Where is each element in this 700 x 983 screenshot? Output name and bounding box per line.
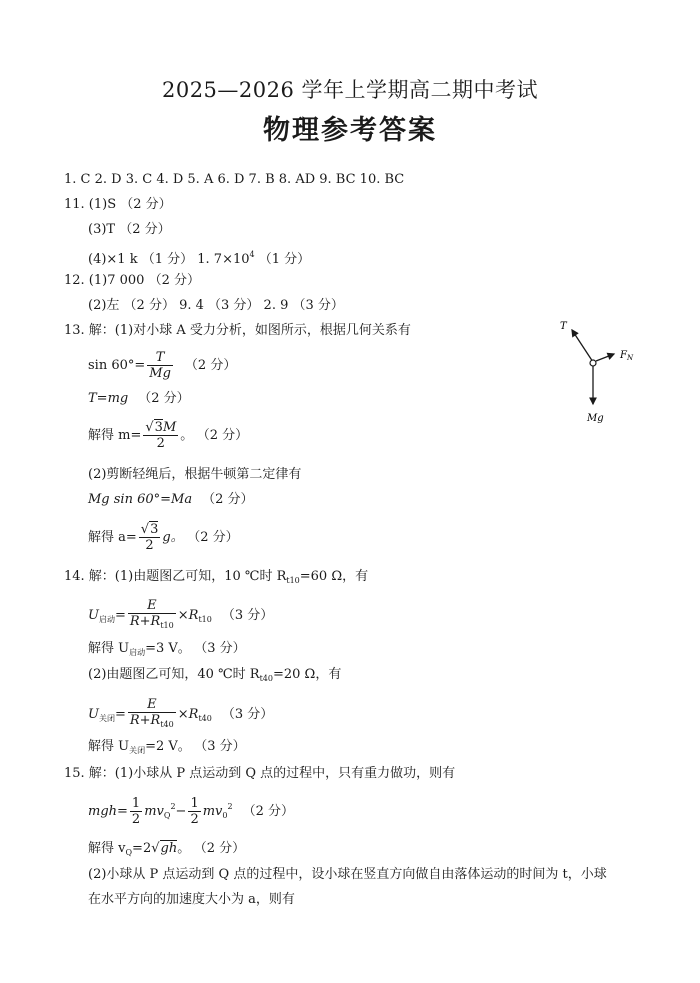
q13-line-5: (2)剪断轻绳后，根据牛顿第二定律有 (88, 467, 302, 482)
q13-eq3-num (143, 420, 178, 436)
q14-eq1-den (128, 614, 176, 633)
q15-eq1-score: （2 分） (242, 804, 294, 819)
q14-eq3-den-sub: t40 (160, 720, 174, 729)
q13-eq3-end: 。 (180, 428, 194, 443)
q14-eq4-score: （3 分） (200, 739, 246, 754)
q15-eq1-left: mgh= (88, 804, 128, 819)
q14-l1-sub: t10 (286, 576, 300, 585)
q14-eq1-usub: 启动 (98, 615, 115, 624)
q14-l1-main: 14. 解：(1)由题图乙可知，10 ℃时 R (64, 569, 287, 584)
q14-line-4 (88, 666, 341, 688)
q14-eq4-tail: =2 V。 (145, 739, 191, 754)
q13-eq3-left: 解得 m= (88, 428, 142, 443)
sqrt-icon: √ (145, 420, 154, 435)
q13-eq1-fraction (147, 350, 173, 381)
sqrt-icon: √ (140, 522, 150, 537)
q14-eq3-equals: = (114, 707, 126, 722)
exam-title: 2025—2026 学年上学期高二期中考试 (161, 78, 539, 102)
fn-main: F (620, 350, 627, 361)
q14-l4-tail: =20 Ω，有 (272, 667, 342, 682)
subject-title: 物理参考答案 (263, 115, 437, 146)
q15-eq1-sup1: 2 (170, 802, 176, 811)
q14-eq3-fraction (128, 697, 176, 732)
q14-eq2-sub: 启动 (129, 648, 146, 657)
q11-exponent: 4 (249, 250, 255, 259)
q13-eq5-left: 解得 a= (88, 530, 137, 545)
q13-eq3-fraction (143, 420, 178, 451)
q14-eq1-score: （3 分） (221, 608, 274, 623)
q14-l4-main: (2)由题图乙可知，40 ℃时 R (88, 667, 260, 682)
q15-eq1-f1-num: 1 (131, 796, 141, 811)
tension-label: T (560, 321, 567, 332)
q11-line-1: 11. (1)S （2 分） (64, 197, 172, 212)
tension-arrow (572, 330, 593, 362)
q14-eq2-tail: =3 V。 (145, 641, 191, 656)
q13-eq2: T=mg (88, 391, 129, 406)
q15-eq1-mid1: mv (144, 804, 164, 819)
normal-force-label (619, 350, 634, 362)
q14-eq1-u: U (88, 608, 99, 623)
q15-line-5: 在水平方向的加速度大小为 a，则有 (88, 892, 295, 907)
q15-eq1-sub1: Q (163, 811, 171, 820)
q15-eq1-frac2 (188, 796, 200, 827)
q15-eq-1 (88, 796, 294, 827)
gravity-label: Mg (587, 413, 604, 424)
q13-eq5-tail: g。 (162, 530, 184, 545)
q15-eq1-mid2: mv (202, 804, 223, 819)
force-diagram (558, 318, 638, 428)
q13-eq1-score: （2 分） (184, 358, 237, 373)
q12-line-1: 12. (1)7 000 （2 分） (64, 273, 200, 288)
normal-force-arrow (596, 354, 614, 361)
q13-eq1-den: Mg (149, 366, 171, 381)
q15-eq2-left: 解得 v (88, 841, 126, 856)
q15-eq1-f1-den: 2 (131, 812, 141, 827)
q15-eq2-score: （2 分） (200, 841, 246, 856)
sqrt-icon: √ (151, 841, 160, 856)
q13-eq3-num-tail: M (162, 420, 177, 435)
q15-eq1-sup2: 2 (227, 802, 233, 811)
q14-l1-tail: =60 Ω，有 (299, 569, 369, 584)
q15-eq2-radicand: gh (160, 841, 178, 856)
q15-eq1-f2-num: 1 (190, 796, 199, 811)
q15-line-4: (2)小球从 P 点运动到 Q 点的过程中，设小球在竖直方向做自由落体运动的时间为 t，小球 (88, 867, 607, 882)
q13-eq-4 (88, 491, 254, 509)
force-diagram-svg (558, 318, 638, 428)
q13-eq1-num: T (147, 350, 173, 366)
q14-eq2-left: 解得 U (88, 641, 130, 656)
q14-eq1-equals: = (114, 608, 126, 623)
q13-eq1-left: sin 60°= (88, 358, 146, 373)
q13-eq3-radicand: 3 (154, 420, 163, 435)
q14-eq3-den (128, 713, 176, 732)
q11-line-2: (3)T （2 分） (88, 222, 171, 237)
q11-line-3 (88, 246, 310, 269)
q14-eq-4 (88, 738, 246, 760)
q13-eq5-radicand: 3 (150, 522, 159, 537)
q14-eq3-mul: ×R (177, 707, 199, 722)
q14-eq3-num: E (128, 697, 176, 713)
q14-eq1-mul: ×R (177, 608, 199, 623)
q15-eq2-sub: Q (125, 848, 133, 857)
q13-eq-5 (88, 522, 239, 553)
q13-eq-2 (88, 390, 190, 408)
q13-eq4-score: （2 分） (202, 492, 254, 507)
q15-line-1: 15. 解：(1)小球从 P 点运动到 Q 点的过程中，只有重力做功，则有 (64, 766, 456, 781)
q15-eq2-end: 。 (177, 841, 191, 856)
q13-eq2-score: （2 分） (138, 391, 190, 406)
q14-line-1 (64, 568, 368, 590)
q13-eq5-num (139, 522, 161, 538)
q14-eq3-score: （3 分） (221, 707, 274, 722)
q15-eq1-sub2: 0 (222, 811, 228, 820)
q13-eq3-score: （2 分） (203, 428, 249, 443)
q14-eq1-den-sub: t10 (160, 621, 174, 630)
q14-eq3-usub: 关闭 (98, 714, 115, 723)
choice-answers: 1. C 2. D 3. C 4. D 5. A 6. D 7. B 8. AD 9. BC 10. BC (64, 172, 405, 187)
q13-eq3-den: 2 (156, 436, 165, 451)
q14-eq-3 (88, 697, 273, 732)
fn-sub: N (626, 354, 634, 362)
q15-eq1-minus: − (175, 804, 187, 819)
q14-eq3-mul-sub: t40 (198, 714, 212, 723)
q14-eq2-score: （3 分） (200, 641, 246, 656)
q13-eq4: Mg sin 60°=Ma (88, 492, 193, 507)
q15-eq1-frac1 (130, 796, 142, 827)
q13-eq5-fraction (139, 522, 161, 553)
q13-eq5-den: 2 (145, 538, 154, 553)
q14-eq3-u: U (88, 707, 99, 722)
q15-eq1-f2-den: 2 (190, 812, 199, 827)
q14-eq4-sub: 关闭 (129, 746, 146, 755)
q11-line-3a: (4)×1 k （1 分） 1. 7×10 (88, 252, 250, 267)
q13-eq-3 (88, 420, 248, 451)
q14-eq1-den-a: R+R (129, 614, 161, 629)
q13-line-1: 13. 解：(1)对小球 A 受力分析，如图所示，根据几何关系有 (64, 323, 411, 338)
q15-eq-2 (88, 840, 245, 862)
q14-eq1-num: E (128, 598, 176, 614)
q14-eq3-den-a: R+R (129, 713, 161, 728)
q13-eq5-score: （2 分） (193, 530, 239, 545)
q14-eq4-left: 解得 U (88, 739, 130, 754)
q15-eq2-mid: =2 (132, 841, 152, 856)
q14-eq1-mul-sub: t10 (198, 615, 212, 624)
q14-eq-1 (88, 598, 273, 633)
ball-a-point (590, 360, 596, 366)
q11-line-3b: （1 分） (254, 252, 311, 267)
q14-eq-2 (88, 640, 246, 662)
q12-line-2: (2)左 （2 分） 9. 4 （3 分） 2. 9 （3 分） (88, 298, 344, 313)
q14-l4-sub: t40 (259, 674, 273, 683)
q14-eq1-fraction (128, 598, 176, 633)
q13-eq-1 (88, 350, 236, 381)
